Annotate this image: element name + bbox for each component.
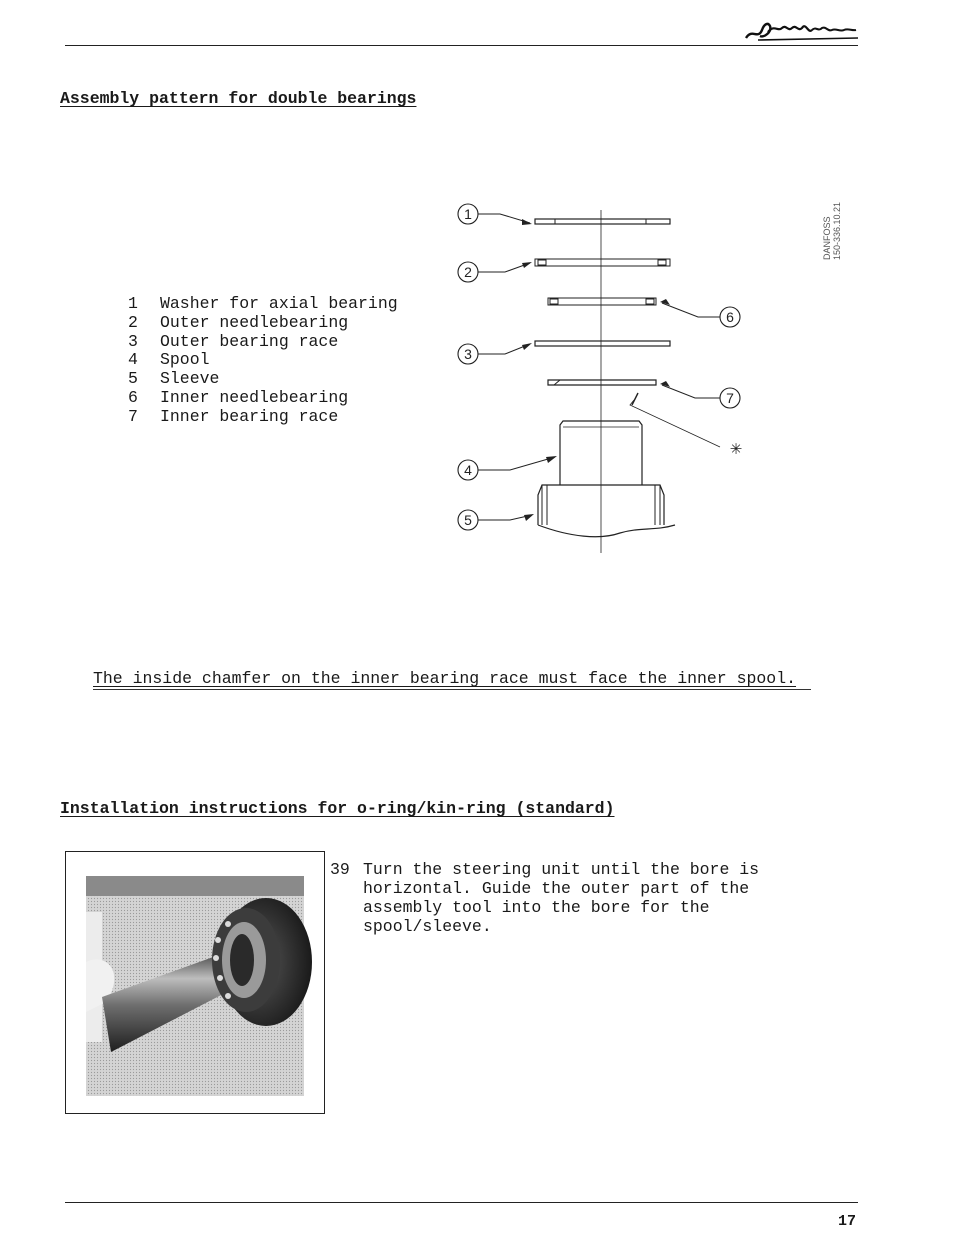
legend-number: 4 <box>128 350 138 370</box>
figure-code <box>822 202 842 260</box>
legend-item <box>128 408 398 427</box>
parts-legend <box>128 295 398 427</box>
legend-number: 7 <box>128 406 138 426</box>
step-text: Turn the steering unit until the bore is horizontal. Guide the outer part of the assembly tool into the bore for the spool/sleeve. <box>363 860 760 936</box>
callout-label-6: 6 <box>726 309 734 325</box>
callout-label-1: 1 <box>464 206 472 222</box>
asterisk-mark: ✳ <box>729 441 743 458</box>
legend-number: 5 <box>128 369 138 389</box>
step-number: 39 <box>330 860 350 879</box>
callout-label-2: 2 <box>464 264 472 280</box>
legend-item <box>128 333 398 352</box>
legend-label: Inner needlebearing <box>160 387 349 407</box>
legend-number: 1 <box>128 294 138 313</box>
inner-needlebearing-part <box>548 298 656 305</box>
sleeve-part <box>538 485 675 537</box>
legend-label: Washer for axial bearing <box>160 294 398 313</box>
legend-item <box>128 351 398 370</box>
inner-bearing-race-part <box>548 380 656 385</box>
legend-item <box>128 389 398 408</box>
legend-item <box>128 295 398 314</box>
section-title-installation: Installation instructions for o-ring/kin-ring (standard) <box>60 799 615 818</box>
legend-label: Outer bearing race <box>160 331 339 351</box>
brand-logo <box>742 18 860 42</box>
step-39 <box>330 860 830 940</box>
legend-item <box>128 314 398 333</box>
note-underline <box>93 689 811 690</box>
legend-label: Outer needlebearing <box>160 312 349 332</box>
legend-number: 3 <box>128 331 138 351</box>
legend-label: Inner bearing race <box>160 406 339 426</box>
chamfer-note: The inside chamfer on the inner bearing race must face the inner spool. <box>93 669 797 688</box>
callout-label-7: 7 <box>726 390 734 406</box>
page-number: 17 <box>838 1213 857 1230</box>
callout-label-4: 4 <box>464 462 472 478</box>
callout-label-3: 3 <box>464 346 472 362</box>
callout-label-5: 5 <box>464 512 472 528</box>
legend-label: Spool <box>160 350 210 370</box>
assembly-tool-photo <box>66 852 324 1113</box>
legend-number: 2 <box>128 312 138 332</box>
outer-needlebearing-part <box>535 259 670 266</box>
figure-code-line1: DANFOSS <box>822 216 832 260</box>
photo-frame <box>65 851 325 1114</box>
header-rule <box>65 45 858 46</box>
legend-item <box>128 370 398 389</box>
legend-number: 6 <box>128 387 138 407</box>
bearing-assembly-diagram <box>450 195 760 560</box>
figure-code-line2: 150-336.10.21 <box>832 201 842 260</box>
footer-rule <box>65 1202 858 1203</box>
outer-bearing-race-part <box>535 341 670 346</box>
legend-label: Sleeve <box>160 369 220 389</box>
section-title-assembly: Assembly pattern for double bearings <box>60 89 417 108</box>
